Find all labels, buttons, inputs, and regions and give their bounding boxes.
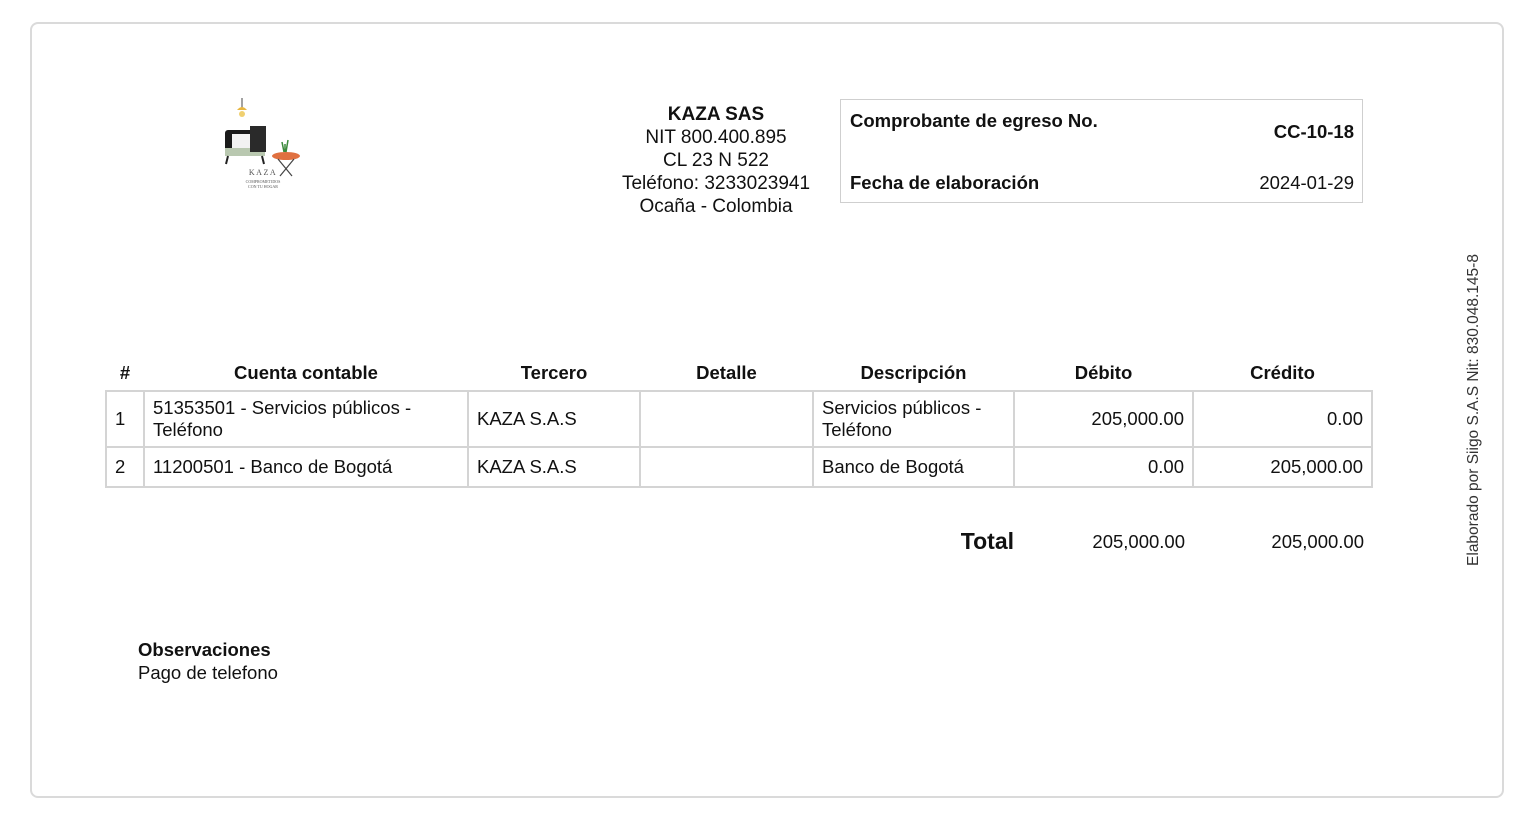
voucher-date-row: [850, 172, 1354, 194]
company-address: CL 23 N 522: [663, 150, 769, 171]
total-credit: 205,000.00: [1271, 531, 1364, 552]
row-description: Servicios públicos - Teléfono: [813, 391, 1014, 447]
company-phone: Teléfono: 3233023941: [621, 173, 811, 194]
observations-section: [138, 638, 278, 684]
company-name: KAZA SAS: [667, 104, 765, 125]
company-logo: [222, 96, 304, 192]
table-row: [106, 391, 1372, 447]
voucher-date-label: Fecha de elaboración: [850, 172, 1040, 193]
svg-text:KAZA: KAZA: [248, 168, 278, 177]
table-row: [106, 447, 1372, 487]
header-number: #: [119, 362, 131, 383]
row-description: Banco de Bogotá: [813, 447, 1014, 487]
voucher-number-label: Comprobante de egreso No.: [850, 110, 1098, 131]
row-debit: 0.00: [1014, 447, 1193, 487]
voucher-box: [840, 99, 1363, 203]
vertical-footer-text: Elaborado por Siigo S.A.S Nit: 830.048.145-8: [1465, 254, 1482, 566]
company-info: [600, 103, 832, 218]
table-header-row: [106, 356, 1372, 391]
row-account: 11200501 - Banco de Bogotá: [144, 447, 468, 487]
observations-text: Pago de telefono: [138, 662, 278, 683]
total-label: Total: [960, 528, 1014, 554]
row-detail: [640, 391, 813, 447]
row-number: 2: [106, 447, 144, 487]
header-debit: Débito: [1074, 362, 1133, 383]
row-third-party: KAZA S.A.S: [468, 391, 640, 447]
row-credit: 0.00: [1193, 391, 1372, 447]
row-debit: 205,000.00: [1014, 391, 1193, 447]
observations-title: Observaciones: [138, 639, 271, 660]
svg-text:COMPROMETIDOS: COMPROMETIDOS: [245, 179, 281, 184]
row-detail: [640, 447, 813, 487]
row-credit: 205,000.00: [1193, 447, 1372, 487]
header-account: Cuenta contable: [234, 362, 378, 383]
company-city: Ocaña - Colombia: [639, 196, 793, 217]
voucher-number-value: CC-10-18: [1273, 121, 1354, 142]
row-third-party: KAZA S.A.S: [468, 447, 640, 487]
logo-chair-lamp-icon: [222, 96, 304, 192]
header-detail: Detalle: [696, 362, 757, 383]
voucher-number-row: [850, 110, 1354, 156]
voucher-date-value: 2024-01-29: [1259, 172, 1354, 193]
entries-table: [105, 356, 1373, 488]
header-credit: Crédito: [1250, 362, 1315, 383]
row-account: 51353501 - Servicios públicos - Teléfono: [144, 391, 468, 447]
total-debit: 205,000.00: [1092, 531, 1185, 552]
row-number: 1: [106, 391, 144, 447]
company-nit: NIT 800.400.895: [645, 127, 787, 148]
svg-text:CON TU HOGAR: CON TU HOGAR: [248, 184, 278, 189]
header-description: Descripción: [860, 362, 967, 383]
header-third-party: Tercero: [520, 362, 588, 383]
